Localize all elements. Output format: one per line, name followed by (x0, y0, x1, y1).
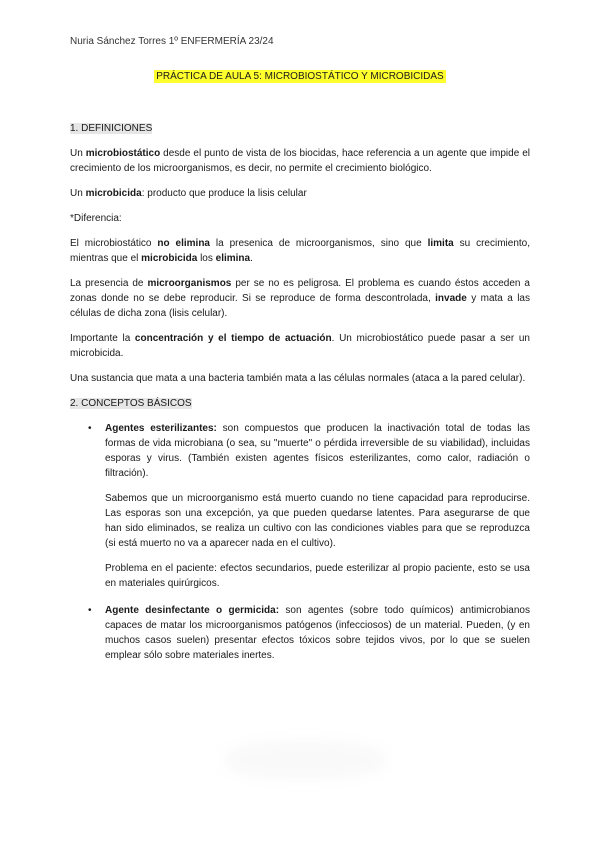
page-header: Nuria Sánchez Torres 1º ENFERMERÍA 23/24 (70, 36, 274, 47)
section-heading-definiciones: 1. DEFINICIONES (70, 123, 153, 134)
item-desinfectante-text: Agente desinfectante o germicida: son agentes (sobre todo químicos) antimicrobianos capaces de matar los microorganismos patógenos (infecciosos) de un material. Pueden, (y en muchos casos suelen) presentar efectos tóxicos sobre tejidos vivos, por lo que se suelen emplear sólo sobre materiales inertes. (105, 605, 530, 661)
item-esterilizantes-text: Agentes esterilizantes: son compuestos que producen la inactivación total de todas las formas de vida microbiana (o sea, su "muerte" o pérdida irreversible de su viabilidad), incluidas esporas y virus. (También existen agentes físicos esterilizantes, como calor, radiación o filtración). (105, 423, 530, 479)
paragraph-microbicida: Un microbicida: producto que produce la lisis celular (70, 188, 307, 199)
item-esterilizantes-para3: Problema en el paciente: efectos secundarios, puede esterilizar al propio paciente, esto se usa en materiales quirúrgicos. (105, 563, 530, 589)
paragraph-sustancia: Una sustancia que mata a una bacteria también mata a las células normales (ataca a la pared celular). (70, 373, 526, 384)
paragraph-importante: Importante la concentración y el tiempo de actuación. Un microbiostático puede pasar a ser un microbicida. (70, 333, 530, 359)
document-body (70, 121, 530, 675)
bullet-icon: • (88, 605, 92, 616)
section-heading-conceptos: 2. CONCEPTOS BÁSICOS (70, 398, 192, 409)
scan-smudge (225, 740, 385, 780)
item-esterilizantes-para2: Sabemos que un microorganismo está muerto cuando no tiene capacidad para reproducirse. Las esporas son una excepción, ya que pueden quedarse latentes. Para asegurarse de que han sido eliminados, se realiza un cultivo con las condiciones viables para que se reproduzca (si está muerto no va a aparecer nada en el cultivo). (105, 493, 530, 549)
concepts-list (70, 421, 530, 663)
paragraph-presencia: La presencia de microorganismos per se no es peligrosa. El problema es cuando éstos acceden a zonas donde no se debe reproducir. Si se reproduce de forma descontrolada, invade y mata a las células de dicha zona (lisis celular). (70, 278, 530, 319)
paragraph-no-elimina: El microbiostático no elimina la presenica de microorganismos, sino que limita su crecimiento, mientras que el microbicida los elimina. (70, 238, 531, 264)
paragraph-microbiostatico: Un microbiostático desde el punto de vista de los biocidas, hace referencia a un agente que impide el crecimiento de los microorganismos, es decir, no permite el crecimiento biológico. (70, 148, 531, 174)
bullet-icon: • (88, 423, 92, 434)
title-highlight: PRÁCTICA DE AULA 5: MICROBIOSTÁTICO Y MICROBICIDAS (156, 71, 444, 82)
list-item-esterilizantes (88, 421, 530, 591)
paragraph-diferencia: *Diferencia: (70, 213, 122, 224)
page-title (0, 71, 600, 82)
list-item-desinfectante (88, 603, 530, 663)
